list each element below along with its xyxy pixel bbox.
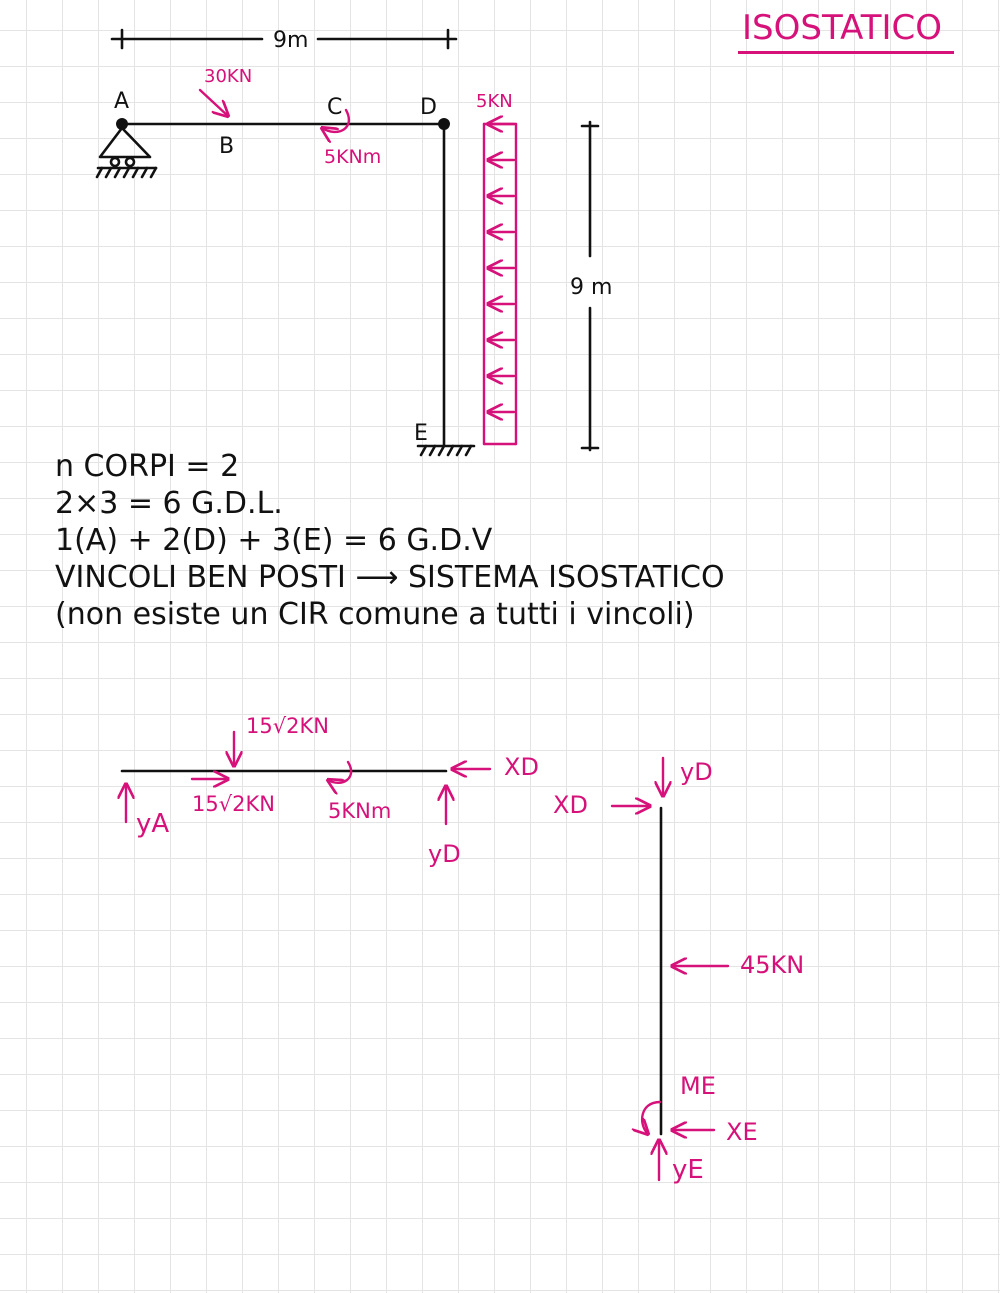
fbd-column <box>553 758 804 1185</box>
height-label: 9 m <box>570 275 613 300</box>
label-node-E: E <box>414 421 428 446</box>
distributed-load <box>476 91 516 444</box>
note-line: 1(A) + 2(D) + 3(E) = 6 G.D.V <box>55 523 493 558</box>
calculation-notes <box>55 448 955 633</box>
label-node-D: D <box>420 95 437 120</box>
label-node-B: B <box>219 134 235 159</box>
fbd-col-yE: yE <box>672 1155 704 1185</box>
fbd-reaction-yA: yA <box>136 809 170 839</box>
label-point-load: 30KN <box>204 66 253 87</box>
note-line: (non esiste un CIR comune a tutti i vincoli) <box>55 597 695 632</box>
point-load-30kn <box>200 66 252 116</box>
fbd-col-ME: ME <box>680 1072 716 1100</box>
fbd-moment-label: 5KNm <box>328 799 392 823</box>
fbd-col-XD: XD <box>553 791 588 819</box>
height-dimension <box>570 122 612 450</box>
fbd-reaction-XD: XD <box>504 753 539 781</box>
note-line: n CORPI = 2 <box>55 449 240 484</box>
fbd-col-resultant: 45KN <box>740 951 805 979</box>
note-line: 2×3 = 6 G.D.L. <box>55 486 283 521</box>
note-line: VINCOLI BEN POSTI ⟶ SISTEMA ISOSTATICO <box>55 560 725 595</box>
roller-support-A <box>97 128 156 177</box>
fbd-col-yD: yD <box>680 758 713 786</box>
span-dimension <box>112 28 456 53</box>
label-moment: 5KNm <box>324 146 382 168</box>
node-D-dot <box>438 118 450 130</box>
label-node-A: A <box>114 89 130 114</box>
fbd-reaction-yD: yD <box>428 840 461 868</box>
label-distributed-load: 5KN <box>476 91 513 112</box>
fbd-col-XE: XE <box>726 1118 758 1146</box>
fbd-horizontal-load-label: 15√2KN <box>192 792 275 816</box>
fbd-beam <box>122 714 539 868</box>
label-node-C: C <box>327 95 343 120</box>
page-title: ISOSTATICO <box>742 8 942 48</box>
fbd-vertical-load-label: 15√2KN <box>246 714 329 738</box>
span-label: 9m <box>273 28 309 53</box>
